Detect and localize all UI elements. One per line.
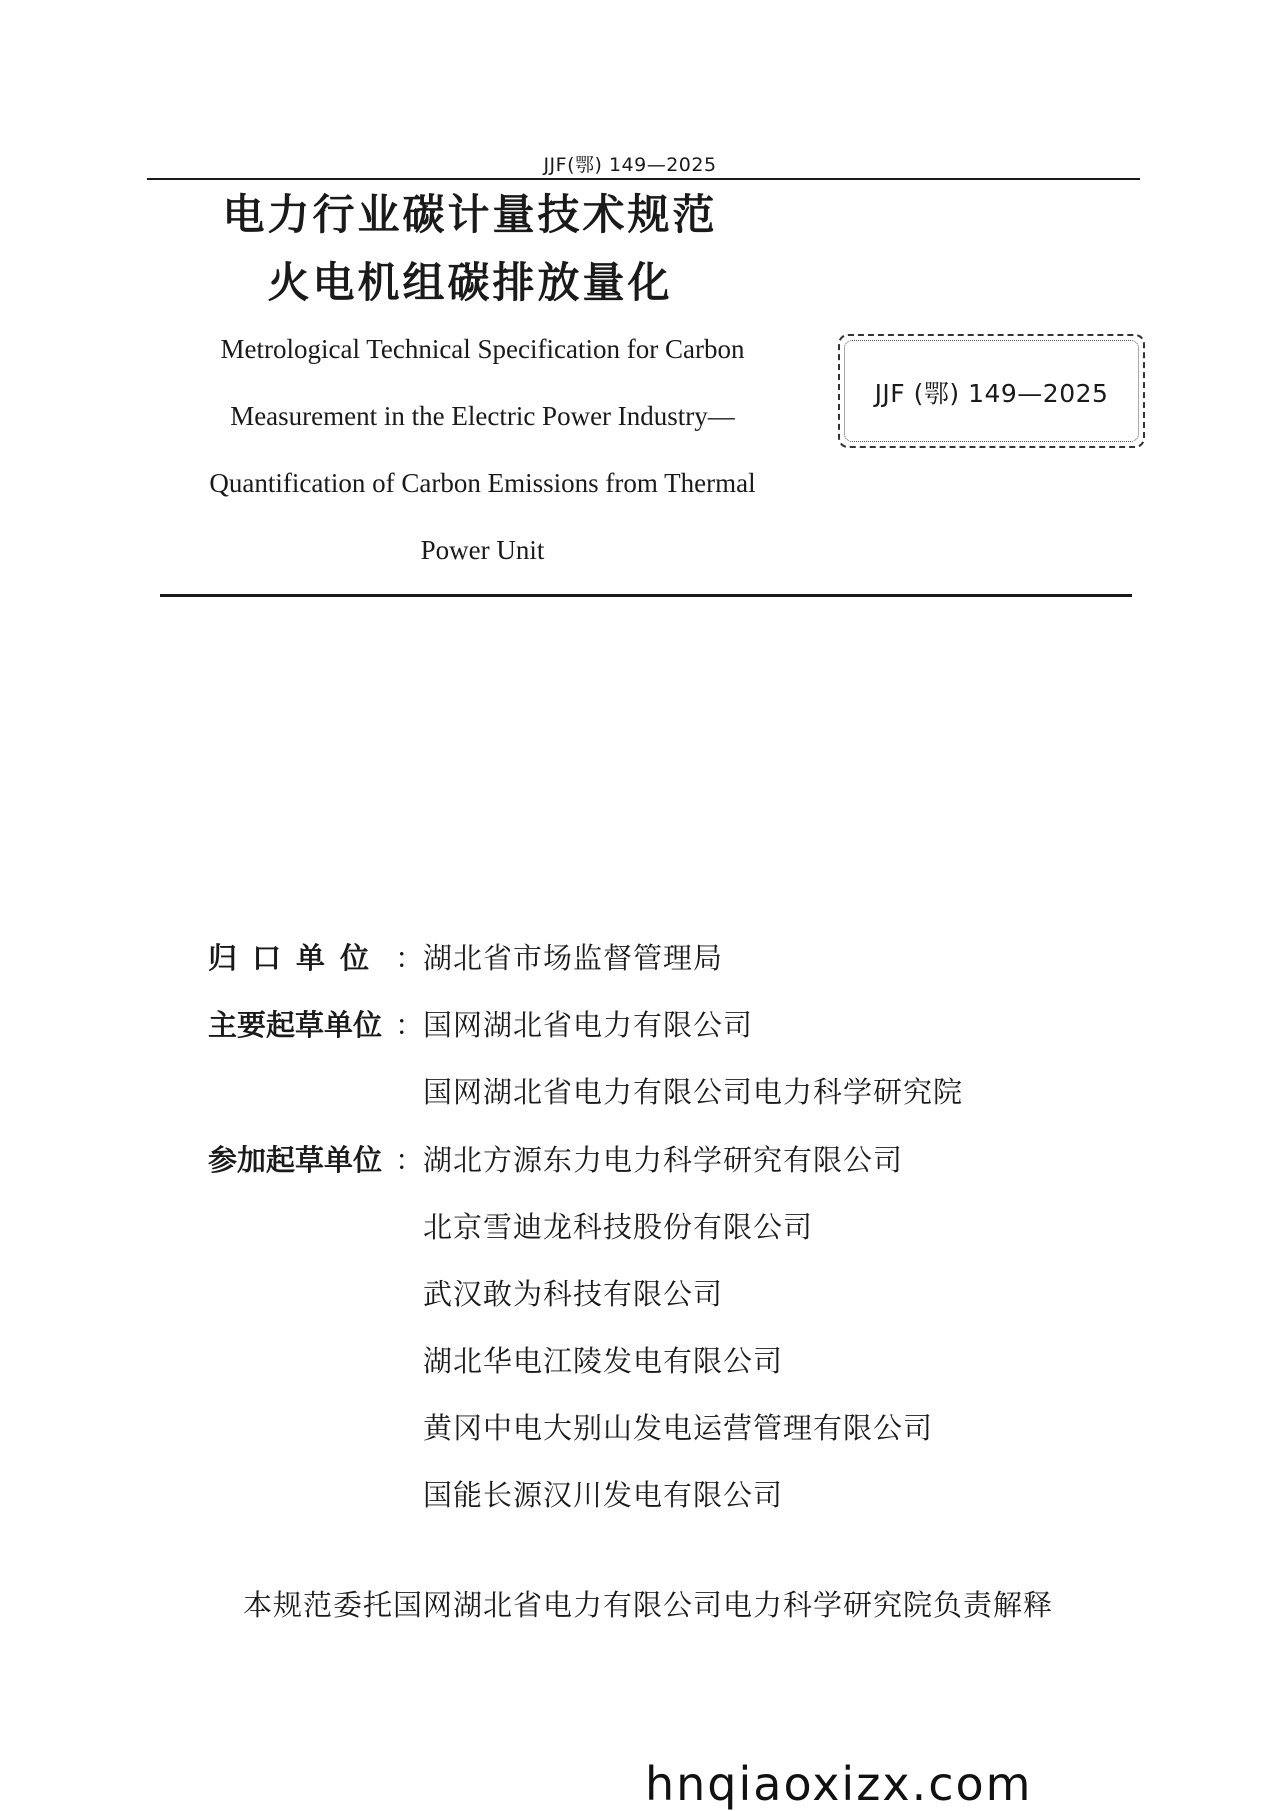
title-en-line2: Measurement in the Electric Power Industry— <box>230 401 735 431</box>
main-drafting-unit: 国网湖北省电力有限公司电力科学研究院 <box>423 1075 964 1109</box>
main-drafting-label: 主要起草单位 <box>208 1008 383 1042</box>
participating-drafting-unit: 武汉敢为科技有限公司 <box>423 1277 724 1311</box>
main-drafting-unit: 国网湖北省电力有限公司 <box>423 1008 754 1042</box>
watermark-text: hnqiaoxizx.com <box>645 1757 1033 1811</box>
header-rule <box>147 178 1140 180</box>
administering-unit-colon: ： <box>395 941 425 975</box>
main-drafting-colon: ： <box>395 1008 425 1042</box>
title-cn-line1: 电力行业碳计量技术规范 <box>222 190 718 239</box>
participating-drafting-unit: 湖北方源东力电力科学研究有限公司 <box>423 1143 904 1177</box>
title-en-line4: Power Unit <box>420 535 545 565</box>
administering-unit-label: 归口单位 <box>208 941 385 975</box>
participating-drafting-unit: 黄冈中电大别山发电运营管理有限公司 <box>423 1411 934 1445</box>
participating-drafting-colon: ： <box>395 1143 425 1177</box>
standard-code-box <box>838 334 1145 448</box>
administering-unit-value: 湖北省市场监督管理局 <box>423 941 724 975</box>
title-cn-line2: 火电机组碳排放量化 <box>267 258 673 307</box>
participating-drafting-unit: 湖北华电江陵发电有限公司 <box>423 1344 784 1378</box>
participating-drafting-label: 参加起草单位 <box>208 1143 383 1177</box>
title-en-line1: Metrological Technical Specification for Carbon <box>220 334 745 364</box>
participating-drafting-unit: 北京雪迪龙科技股份有限公司 <box>423 1210 814 1244</box>
title-en <box>150 316 815 584</box>
interpretation-note: 本规范委托国网湖北省电力有限公司电力科学研究院负责解释 <box>242 1588 1053 1622</box>
code-box-text: JJF (鄂) 149—2025 <box>874 379 1109 408</box>
title-en-line3: Quantification of Carbon Emissions from Thermal <box>209 468 756 498</box>
participating-drafting-unit: 国能长源汉川发电有限公司 <box>423 1478 784 1512</box>
header-standard-code: JJF(鄂) 149—2025 <box>543 154 717 176</box>
title-rule <box>160 594 1132 597</box>
